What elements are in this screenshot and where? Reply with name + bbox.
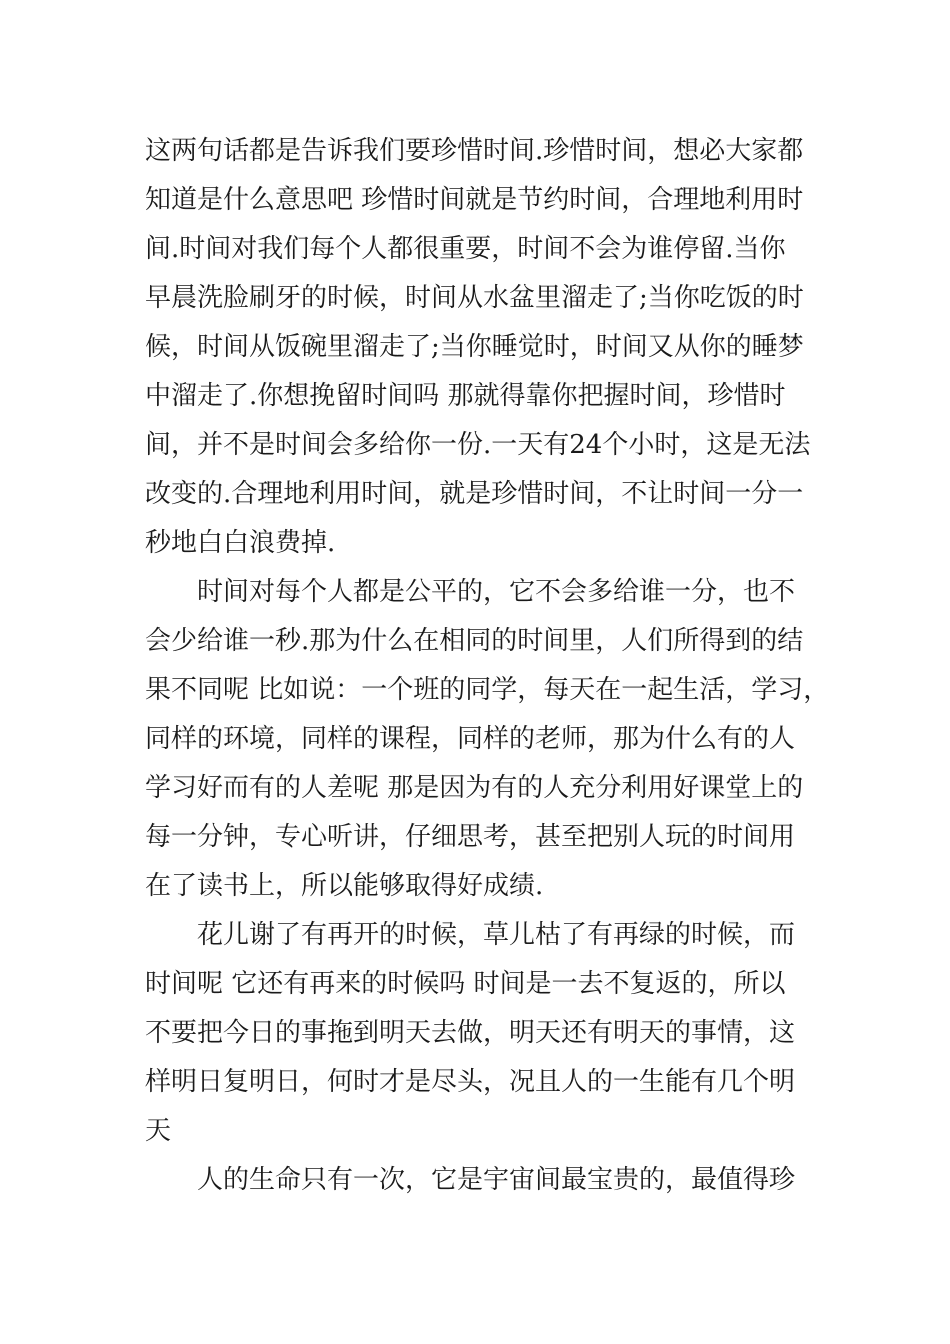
text-line: 改变的.合理地利用时间，就是珍惜时间，不让时间一分一 — [145, 479, 804, 509]
text-line: 不要把今日的事拖到明天去做，明天还有明天的事情，这 — [145, 1018, 796, 1048]
paragraph-start-line: 花儿谢了有再开的时候，草儿枯了有再绿的时候，而 — [197, 920, 796, 950]
text-line: 间，并不是时间会多给你一份.一天有24个小时，这是无法 — [145, 430, 811, 460]
text-line: 间.时间对我们每个人都很重要，时间不会为谁停留.当你 — [145, 234, 786, 264]
text-line: 时间呢 它还有再来的时候吗 时间是一去不复返的，所以 — [145, 969, 786, 999]
text-line: 样明日复明日，何时才是尽头，况且人的一生能有几个明 — [145, 1067, 796, 1097]
paragraph-start-line: 人的生命只有一次，它是宇宙间最宝贵的，最值得珍 — [197, 1165, 796, 1195]
text-line: 秒地白白浪费掉. — [145, 528, 336, 558]
text-line: 这两句话都是告诉我们要珍惜时间.珍惜时间，想必大家都 — [145, 136, 804, 166]
paragraph-start-line: 时间对每个人都是公平的，它不会多给谁一分，也不 — [197, 577, 796, 607]
text-line: 中溜走了.你想挽留时间吗 那就得靠你把握时间，珍惜时 — [145, 381, 786, 411]
text-line: 学习好而有的人差呢 那是因为有的人充分利用好课堂上的 — [145, 773, 804, 803]
text-line: 天 — [145, 1116, 172, 1146]
text-line: 在了读书上，所以能够取得好成绩. — [145, 871, 544, 901]
text-line: 知道是什么意思吧 珍惜时间就是节约时间，合理地利用时 — [145, 185, 804, 215]
text-line: 每一分钟，专心听讲，仔细思考，甚至把别人玩的时间用 — [145, 822, 796, 852]
text-line: 果不同呢 比如说：一个班的同学，每天在一起生活，学习， — [145, 675, 830, 705]
body-text — [145, 127, 835, 1205]
text-line: 早晨洗脸刷牙的时候，时间从水盆里溜走了;当你吃饭的时 — [145, 283, 804, 313]
text-line: 同样的环境，同样的课程，同样的老师，那为什么有的人 — [145, 724, 796, 754]
text-line: 候，时间从饭碗里溜走了;当你睡觉时，时间又从你的睡梦 — [145, 332, 804, 362]
text-line: 会少给谁一秒.那为什么在相同的时间里，人们所得到的结 — [145, 626, 804, 656]
